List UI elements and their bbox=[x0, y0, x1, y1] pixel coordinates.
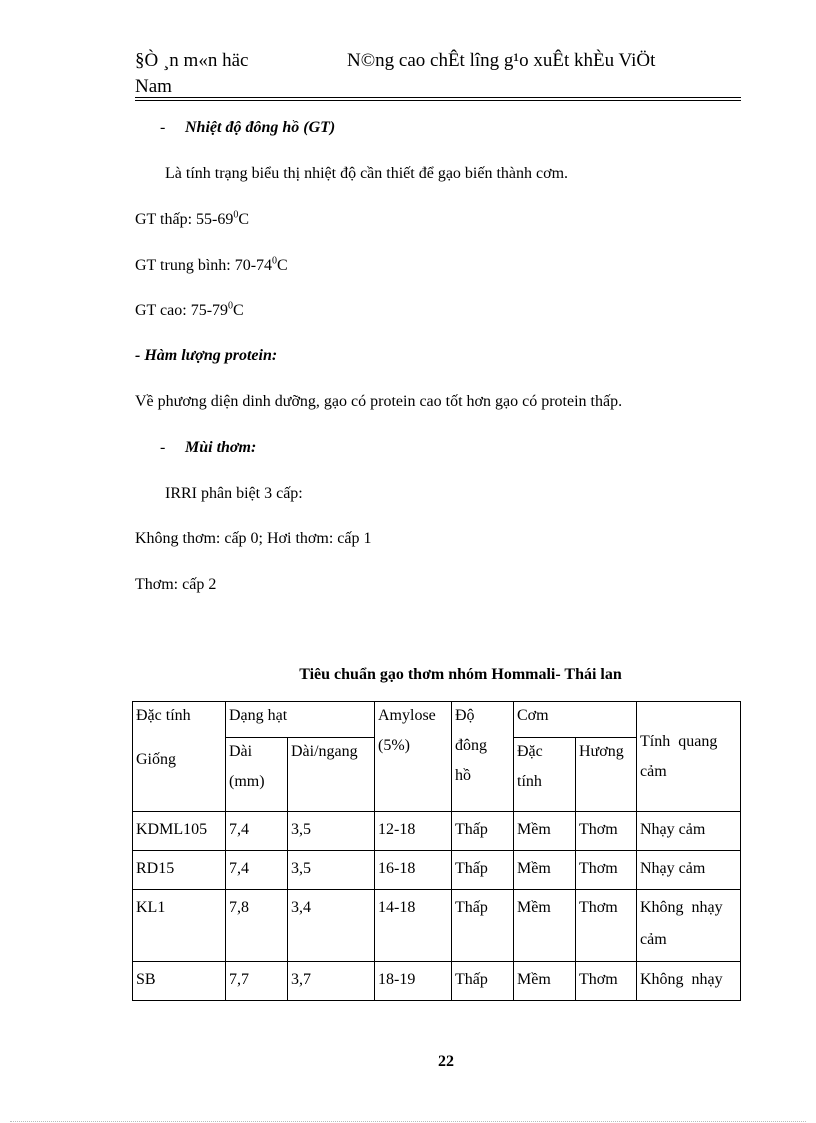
header-dai: Dài (mm) bbox=[226, 738, 288, 812]
heading-gt: - Nhiệt độ đông hồ (GT) bbox=[160, 119, 336, 136]
header-tinh-quang-cam: Tính quang cảm bbox=[637, 702, 741, 812]
aroma-level-line2: Thơm: cấp 2 bbox=[135, 576, 217, 593]
table-row: RD15 7,4 3,5 16-18 Thấp Mềm Thơm Nhạy cảm bbox=[133, 851, 741, 890]
irri-levels: IRRI phân biệt 3 cấp: bbox=[165, 485, 303, 502]
table-row: KDML105 7,4 3,5 12-18 Thấp Mềm Thơm Nhạy cảm bbox=[133, 812, 741, 851]
header-com: Cơm bbox=[514, 702, 637, 738]
hommali-standards-table bbox=[132, 701, 741, 1001]
header-right: N©ng cao chÊt lîng g¹o xuÊt khÈu ViÖt bbox=[347, 50, 656, 71]
header-huong: Hương bbox=[576, 738, 637, 812]
header-rule-thin bbox=[135, 97, 741, 98]
header-daingang: Dài/ngang bbox=[288, 738, 375, 812]
table-row: KL1 7,8 3,4 14-18 Thấp Mềm Thơm Không nhạy cảm bbox=[133, 890, 741, 962]
protein-description: Về phương diện dinh dưỡng, gạo có protein cao tốt hơn gạo có protein thấp. bbox=[135, 393, 623, 410]
header-left: §Ò ¸n m«n häc bbox=[135, 50, 249, 71]
header-continued: Nam bbox=[135, 76, 172, 97]
tinh-quang-cam-cell: Không nhạy cảm bbox=[637, 890, 741, 962]
aroma-level-line1: Không thơm: cấp 0; Hơi thơm: cấp 1 bbox=[135, 530, 372, 547]
heading-protein: - Hàm lượng protein: bbox=[135, 347, 278, 364]
gt-low: GT thấp: $55-69^0C$ bbox=[135, 209, 250, 228]
table-row: SB 7,7 3,7 18-19 Thấp Mềm Thơm Không nhạy bbox=[133, 962, 741, 1001]
page-header bbox=[135, 50, 741, 98]
header-dactinh-giong: Đặc tính Giống bbox=[133, 702, 226, 812]
header-danghat: Dạng hạt bbox=[226, 702, 375, 738]
heading-aroma: - Mùi thơm: bbox=[160, 439, 257, 456]
gt-high: GT cao: $75-79^0C$ bbox=[135, 300, 244, 319]
header-dactinh-com: Đặc tính bbox=[514, 738, 576, 812]
table-title: Tiêu chuẩn gạo thơm nhóm Hommali- Thái lan bbox=[299, 666, 622, 683]
gt-description: Là tính trạng biểu thị nhiệt độ cần thiết để gạo biến thành cơm. bbox=[165, 165, 569, 182]
page-number: 22 bbox=[438, 1053, 454, 1070]
page-bottom-border bbox=[10, 1121, 806, 1122]
gt-mid: GT trung bình: $70-74^0C$ bbox=[135, 255, 288, 274]
header-do-dong-ho: Độ đông hồ bbox=[452, 702, 514, 812]
header-amylose: Amylose (5%) bbox=[375, 702, 452, 812]
header-rule-thick bbox=[135, 100, 741, 101]
